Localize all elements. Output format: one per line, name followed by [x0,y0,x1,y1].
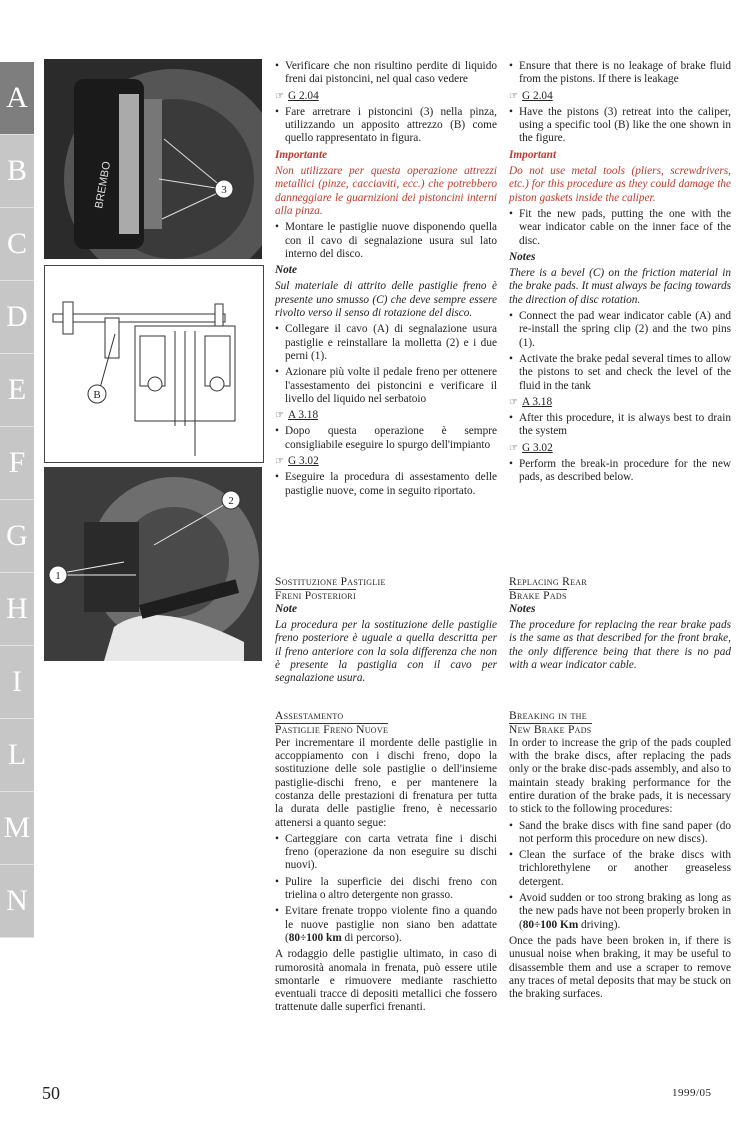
it-bullet-2: • Fare arretrare i pistoncini (3) nella pinza, utilizzando un apposito attrezzo (B) come quello rappresentato in figura. [275,106,497,146]
it-bullet-1: • Verificare che non risultino perdite di liquido freni dai pistoncini, nel qual caso vedere [275,60,497,87]
it-ref-1-link[interactable]: G 2.04 [287,89,319,102]
en-s3b3-text-a: Avoid sudden or too strong braking as long as the new pads have not been properly broken in ( [519,892,731,931]
en-section2-heading-line2: Brake Pads [509,589,567,602]
it-section3-paragraph-1: Per incrementare il mordente delle pastiglie in accoppiamento con i dischi freno, dopo la sostituzione delle sole pastiglie o dell'insieme pastiglie-dischi freno, e per mantenere la costanza delle prestazioni di frenatura per tutta la durata delle pastiglie freno, è necessario attenersi a quanto segue: [275,736,497,829]
it-important-heading: Importante [275,148,328,161]
it-note-heading: Note [275,264,297,277]
english-column-top [509,60,731,488]
it-s3b3-text-c: di percorso). [341,931,402,944]
fig3-callout-2: 2 [228,495,234,507]
it-section2-heading-line1: Sostituzione Pastiglie [275,576,386,588]
pointing-hand-icon: ☞ [509,90,518,102]
it-bullet-6: • Dopo questa operazione è sempre consigliabile eseguire lo spurgo dell'impianto [275,425,497,452]
en-ref-2-link[interactable]: A 3.18 [521,395,553,408]
en-s3b3-distance: 80÷100 Km [522,918,579,931]
en-ref-1 [509,90,731,103]
pointing-hand-icon: ☞ [275,90,284,102]
it-section2-heading-line2: Freni Posteriori [275,589,356,602]
italian-column-top [275,60,497,501]
en-bullet-2: • Have the pistons (3) retreat into the caliper, using a specific tool (B) like the one shown in the figure. [509,106,731,146]
it-bullet-4: • Collegare il cavo (A) di segnalazione usura pastiglie e reinstallare la molletta (2) e i due perni (1). [275,323,497,363]
en-bullet-4: • Connect the pad wear indicator cable (A) and re-install the spring clip (2) and the two pins (1). [509,310,731,350]
en-section3-paragraph-2: Once the pads have been broken in, if there is unusual noise when braking, it may be useful to disassemble them and use a scraper to remove any traces of metal deposits that may be stuck on the braking surfaces. [509,934,731,1001]
en-bullet-7: • Perform the break-in procedure for the new pads, as described below. [509,458,731,485]
en-ref-2 [509,396,731,409]
pointing-hand-icon: ☞ [275,456,284,468]
en-s3b3-text-c: driving). [578,918,621,931]
fig3-callout-1: 1 [55,570,61,582]
it-section3-heading-line1: Assestamento [275,710,344,722]
it-section3-bullet-2: • Pulire la superficie dei dischi freno con trielina o altro detergente non grasso. [275,876,497,903]
sidebar-tabs [0,62,34,938]
tab-l[interactable]: L [0,719,34,792]
tab-a[interactable]: A [0,62,34,135]
it-s3b3-distance: 80÷100 km [288,931,342,944]
english-section-rear-pads [509,576,731,675]
it-section2-note-text: La procedura per la sostituzione delle pastiglie freno posteriore è uguale a quella descritta per il freno anteriore con la sola differenza che non è presente la pastiglia con il cavo per segnalazione usura. [275,619,497,685]
it-ref-2-link[interactable]: A 3.18 [287,409,319,422]
tab-e[interactable]: E [0,354,34,427]
revision-date: 1999/05 [672,1087,712,1099]
figure-tool-drawing [44,265,264,463]
it-section3-bullet-1: • Carteggiare con carta vetrata fine i dischi freno (operazione da non eseguire su dischi nuovi). [275,833,497,873]
disc-photo-image [44,467,262,661]
en-bullet-1: • Ensure that there is no leakage of brake fluid from the pistons. If there is leakage [509,60,731,87]
it-section3-paragraph-2: A rodaggio delle pastiglie ultimato, in caso di rumorosità anomala in frenata, può essere utile smontarle e rimuovere mediante raschietto eventuali tracce di depositi metallici che fossero trattenute dalle superfici frenanti. [275,948,497,1014]
en-section2-note-heading: Notes [509,602,536,615]
en-section3-heading-line1: Breaking in the [509,710,587,722]
en-section2-note-text: The procedure for replacing the rear brake pads is the same as that described for the front brake, the only difference being that there is no pad with a wear indicator cable. [509,619,731,671]
fig1-callout-3: 3 [221,184,227,196]
en-note-heading: Notes [509,250,536,263]
tab-n[interactable]: N [0,865,34,938]
en-section3-bullet-2: • Clean the surface of the brake discs with trichlorethylene or another greaseless detergent. [509,849,731,889]
en-ref-3 [509,442,731,455]
tool-drawing-image [45,266,263,462]
italian-section-rear-pads [275,576,497,689]
it-ref-2 [275,409,497,422]
en-section3-bullet-3 [509,892,731,932]
tab-h[interactable]: H [0,573,34,646]
en-bullet-5: • Activate the brake pedal several times to allow the pistons to set and check the level of the fluid in the tank [509,353,731,393]
tab-m[interactable]: M [0,792,34,865]
fig2-callout-b: B [93,389,101,401]
it-bullet-7: • Eseguire la procedura di assestamento delle pastiglie nuove, come in seguito riportato. [275,471,497,498]
it-s3b3-text-a: Evitare frenate troppo violente fino a quando le nuove pastiglie non siano ben adattate ( [285,905,497,944]
tab-f[interactable]: F [0,427,34,500]
tab-i[interactable]: I [0,646,34,719]
tab-b[interactable]: B [0,135,34,208]
en-section2-heading-line1: Replacing Rear [509,576,587,588]
tab-g[interactable]: G [0,500,34,573]
figure-caliper-photo [44,59,262,259]
en-important-text: Do not use metal tools (pliers, screwdrivers, etc.) for this procedure as they could damage the piston gaskets inside the caliper. [509,165,731,204]
en-note-text: There is a bevel (C) on the friction material in the brake pads. It must always be facing towards the direction of disc rotation. [509,267,731,306]
page-number: 50 [42,1083,60,1103]
english-section-break-in [509,710,731,1004]
caliper-photo-image [44,59,262,259]
it-note-text: Sul materiale di attrito delle pastiglie freno è presente uno smusso (C) che deve sempre essere rivolto verso il senso di rotazione del disco. [275,280,497,320]
en-ref-3-link[interactable]: G 3.02 [521,441,553,454]
en-ref-1-link[interactable]: G 2.04 [521,89,553,102]
pointing-hand-icon: ☞ [509,396,518,408]
tab-c[interactable]: C [0,208,34,281]
pointing-hand-icon: ☞ [509,442,518,454]
figure-disc-photo [44,467,262,661]
en-section3-paragraph-1: In order to increase the grip of the pads coupled with the brake discs, after replacing the pads only or the brake disc-pads assembly, and also to maintain steady braking performance for the entire duration of the brake pads, it is necessary to stick to the following procedures: [509,736,731,816]
it-important-text: Non utilizzare per questa operazione attrezzi metallici (pinze, cacciaviti, ecc.) che potrebbero danneggiare le guarnizioni dei pistoncini interni alla pinza. [275,165,497,217]
svg-text:BREMBO: BREMBO [93,160,114,210]
pointing-hand-icon: ☞ [275,410,284,422]
en-section3-bullet-1: • Sand the brake discs with fine sand paper (do not perform this procedure on new discs). [509,820,731,847]
it-ref-3-link[interactable]: G 3.02 [287,455,319,468]
en-bullet-3: • Fit the new pads, putting the one with the wear indicator cable on the inner face of the disc. [509,208,731,248]
en-important-heading: Important [509,148,557,161]
it-section2-note-heading: Note [275,602,297,615]
it-bullet-5: • Azionare più volte il pedale freno per ottenere l'assestamento dei pistoncini e verificare il livello del liquido nel serbatoio [275,366,497,406]
italian-section-break-in [275,710,497,1018]
it-bullet-3: • Montare le pastiglie nuove disponendo quella con il cavo di segnalazione usura sul lato interno del disco. [275,221,497,261]
it-ref-1 [275,90,497,103]
it-section3-heading-line2: Pastiglie Freno Nuove [275,723,389,736]
en-bullet-6: • After this procedure, it is always best to drain the system [509,412,731,439]
en-section3-heading-line2: New Brake Pads [509,723,592,736]
it-ref-3 [275,455,497,468]
tab-d[interactable]: D [0,281,34,354]
it-section3-bullet-3 [275,905,497,945]
